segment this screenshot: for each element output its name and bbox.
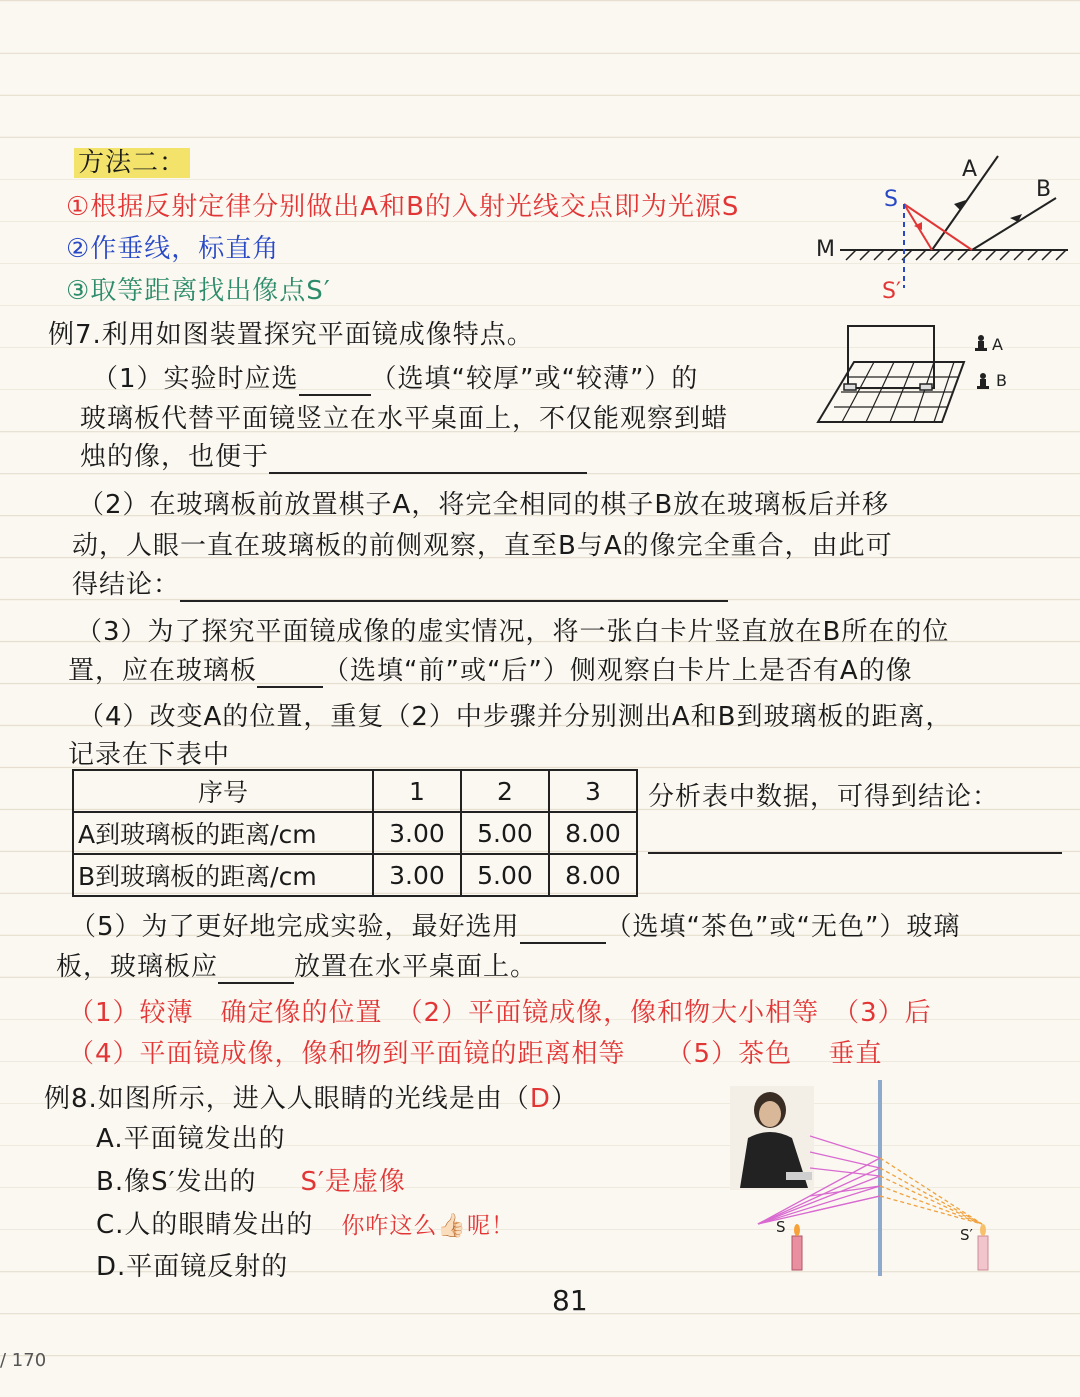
table-cell: 8.00 <box>549 812 637 854</box>
table-cell: A到玻璃板的距离/cm <box>73 812 373 854</box>
table-cell: B到玻璃板的距离/cm <box>73 854 373 896</box>
distance-table <box>72 769 638 897</box>
method-title: 方法二： <box>74 146 190 180</box>
answer-blank <box>299 368 371 396</box>
table-cell: 5.00 <box>461 854 549 896</box>
ex7-q3-line2: 置，应在玻璃板 （选填“前”或“后”）侧观察白卡片上是否有A的像 <box>68 656 913 686</box>
fig1-label-s: S <box>884 187 898 212</box>
candle-icon <box>792 1224 988 1270</box>
table-row <box>73 812 637 854</box>
table-header-cell: 序号 <box>73 770 373 812</box>
ex7-answers-line1: （1）较薄 确定像的位置 （2）平面镜成像，像和物大小相等 （3）后 <box>68 998 932 1028</box>
fig1-label-b: B <box>1036 177 1052 202</box>
ex8-option-c: C.人的眼睛发出的 你咋这么👍🏻呢！ <box>96 1210 516 1240</box>
ex7-answers-line2: （4）平面镜成像，像和物到平面镜的距离相等 （5）茶色 垂直 <box>68 1039 883 1069</box>
fig2-label-a: A <box>992 335 1003 354</box>
fig1-label-a: A <box>962 157 978 182</box>
page-number: 81 <box>552 1284 588 1317</box>
chess-piece-icon <box>975 335 989 389</box>
table-header-cell: 2 <box>461 770 549 812</box>
ex8-title: 例8.如图所示，进入人眼睛的光线是由（D） <box>44 1084 578 1114</box>
answer-blank <box>520 916 606 944</box>
fig1-label-s-prime: S′ <box>882 279 901 304</box>
page-count: / 170 <box>0 1350 47 1371</box>
ex8-option-a: A.平面镜发出的 <box>96 1124 286 1154</box>
ex7-q1-line2: 玻璃板代替平面镜竖立在水平桌面上，不仅能观察到蜡 <box>80 404 729 434</box>
person-image-icon <box>730 1086 814 1190</box>
method-step-1: ①根据反射定律分别做出A和B的入射光线交点即为光源S <box>66 192 740 222</box>
ex7-q3-line1: （3）为了探究平面镜成像的虚实情况，将一张白卡片竖直放在B所在的位 <box>76 617 950 647</box>
ex7-q2-line3: 得结论： <box>72 568 728 602</box>
answer-blank <box>269 446 587 474</box>
table-row <box>73 854 637 896</box>
reflection-diagram-icon <box>810 148 1072 308</box>
answer-blank <box>257 660 323 688</box>
ex8-note-c: 你咋这么👍🏻呢！ <box>341 1213 516 1239</box>
table-header-cell: 1 <box>373 770 461 812</box>
table-header-row <box>73 770 637 812</box>
ex7-title: 例7.利用如图装置探究平面镜成像特点。 <box>48 320 534 350</box>
ex8-option-b: B.像S′发出的 S′是虚像 <box>96 1167 406 1197</box>
glass-plate-diagram-icon <box>814 322 1024 426</box>
method-step-3: ③取等距离找出像点S′ <box>66 276 331 306</box>
ex7-q2-line2: 动，人眼一直在玻璃板的前侧观察，直至B与A的像完全重合，由此可 <box>72 531 893 561</box>
table-cell: 3.00 <box>373 854 461 896</box>
answer-blank <box>648 852 1062 854</box>
ex7-q1-line3: 烛的像，也便于 <box>80 440 587 474</box>
ex8-answer: D <box>529 1084 551 1114</box>
ex8-note-b: S′是虚像 <box>300 1167 406 1197</box>
fig1-label-m: M <box>816 237 835 262</box>
ex8-option-d: D.平面镜反射的 <box>96 1252 289 1282</box>
fig3-label-s-prime: S′ <box>960 1226 973 1244</box>
table-header-cell: 3 <box>549 770 637 812</box>
mirror-light-ray-diagram-icon <box>730 1076 1000 1282</box>
ex7-analysis: 分析表中数据，可得到结论： <box>648 782 1000 812</box>
method-step-2: ②作垂线，标直角 <box>66 234 280 264</box>
ex7-q5-line2: 板，玻璃板应 放置在水平桌面上。 <box>56 952 538 982</box>
answer-blank <box>218 956 294 984</box>
table-cell: 5.00 <box>461 812 549 854</box>
ex7-q1-line1: （1）实验时应选 （选填“较厚”或“较薄”）的 <box>92 364 699 394</box>
ex7-q4-line1: （4）改变A的位置，重复（2）中步骤并分别测出A和B到玻璃板的距离， <box>78 702 953 732</box>
ex7-q4-line2: 记录在下表中 <box>68 740 231 770</box>
fig2-label-b: B <box>996 371 1007 390</box>
ex7-q5-line1: （5）为了更好地完成实验，最好选用 （选填“茶色”或“无色”）玻璃 <box>70 912 961 942</box>
ex7-q2-line1: （2）在玻璃板前放置棋子A，将完全相同的棋子B放在玻璃板后并移 <box>78 490 890 520</box>
answer-blank <box>180 574 728 602</box>
table-cell: 3.00 <box>373 812 461 854</box>
fig3-label-s: S <box>776 1218 786 1236</box>
table-cell: 8.00 <box>549 854 637 896</box>
